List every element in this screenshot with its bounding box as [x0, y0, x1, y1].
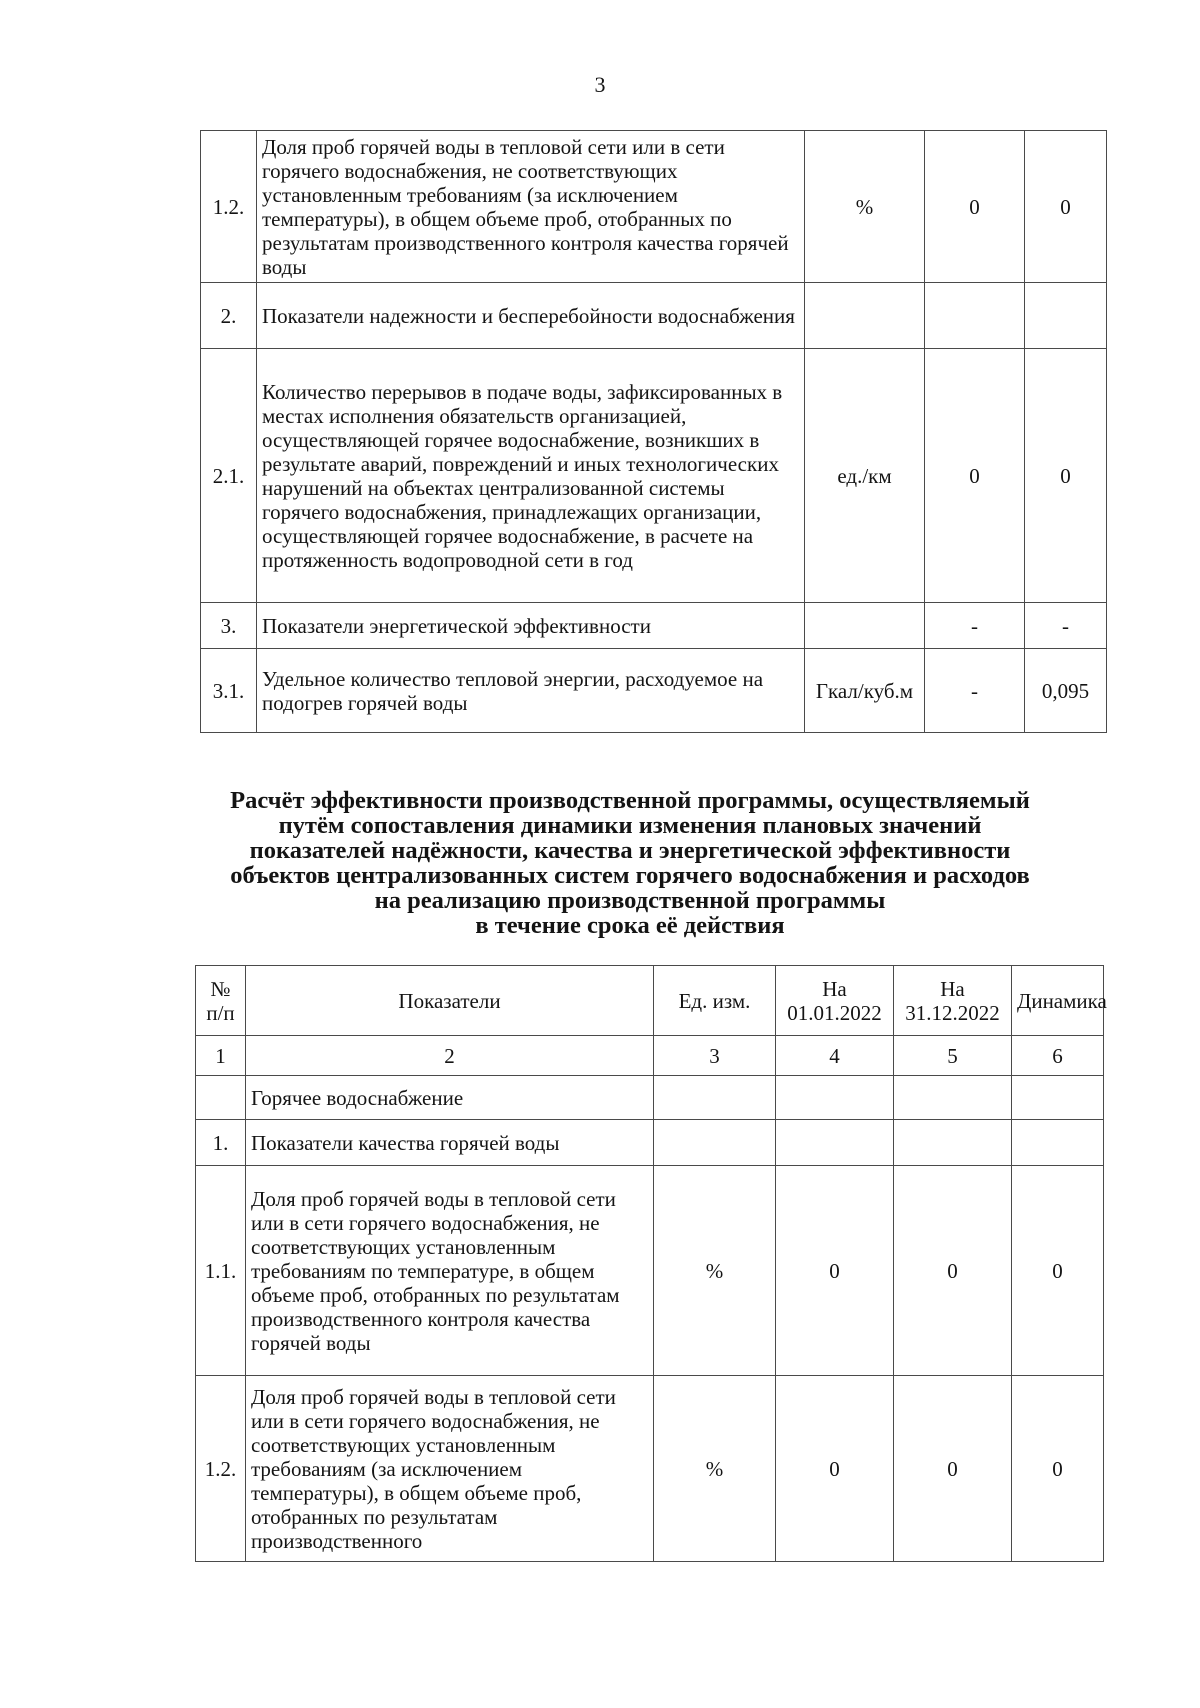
table-row [201, 131, 1107, 283]
table-row [196, 1376, 1104, 1562]
value-1: 0 [776, 1376, 894, 1562]
value-1: - [925, 649, 1025, 733]
value-2: 0 [894, 1166, 1012, 1376]
row-number [196, 1076, 246, 1120]
value-2: 0,095 [1025, 649, 1107, 733]
table-row [201, 349, 1107, 603]
column-number: 4 [776, 1036, 894, 1076]
indicators-table-continued [200, 130, 1107, 733]
value-2: 0 [1025, 349, 1107, 603]
unit: % [654, 1376, 776, 1562]
dynamics-value [1012, 1076, 1104, 1120]
value-2 [894, 1076, 1012, 1120]
section-title-line: путём сопоставления динамики изменения плановых значений [278, 812, 982, 839]
section-title-line: в течение срока её действия [475, 912, 785, 939]
page-number: 3 [594, 72, 606, 97]
indicator-name: Доля проб горячей воды в тепловой сети или в сети горячего водоснабжения, не соответствующих установленным требованиям (за исключением температуры), в общем объеме проб, отобранных по результатам производственного [246, 1376, 654, 1562]
row-number: 1.2. [196, 1376, 246, 1562]
table-row [196, 1120, 1104, 1166]
value-1: 0 [925, 131, 1025, 283]
header-date-1: На 01.01.2022 [776, 966, 894, 1036]
unit [654, 1120, 776, 1166]
table-row [196, 1166, 1104, 1376]
indicator-name: Доля проб горячей воды в тепловой сети или в сети горячего водоснабжения, не соответствующих установленным требованиям по температуре, в общем объеме проб, отобранных по результатам производственного контроля качества горячей воды [246, 1166, 654, 1376]
value-1: - [925, 603, 1025, 649]
column-number: 6 [1012, 1036, 1104, 1076]
header-date-2: На 31.12.2022 [894, 966, 1012, 1036]
table-header-row [196, 966, 1104, 1036]
header-unit: Ед. изм. [654, 966, 776, 1036]
value-2: 0 [1025, 131, 1107, 283]
indicator-name: Показатели надежности и бесперебойности водоснабжения [257, 283, 805, 349]
unit: Гкал/куб.м [805, 649, 925, 733]
unit [805, 603, 925, 649]
value-2 [1025, 283, 1107, 349]
efficiency-table [195, 965, 1107, 1562]
value-1 [925, 283, 1025, 349]
row-number: 3. [201, 603, 257, 649]
value-1: 0 [925, 349, 1025, 603]
row-number: 1.2. [201, 131, 257, 283]
value-1 [776, 1120, 894, 1166]
value-2: - [1025, 603, 1107, 649]
dynamics-value: 0 [1012, 1166, 1104, 1376]
unit: ед./км [805, 349, 925, 603]
table-row [201, 283, 1107, 349]
row-number: 2.1. [201, 349, 257, 603]
header-num: № п/п [196, 966, 246, 1036]
unit: % [654, 1166, 776, 1376]
dynamics-value [1012, 1120, 1104, 1166]
value-2 [894, 1120, 1012, 1166]
section-title-line: показателей надёжности, качества и энергетической эффективности [249, 837, 1011, 864]
indicator-name: Горячее водоснабжение [246, 1076, 654, 1120]
column-number-row [196, 1036, 1104, 1076]
column-number: 5 [894, 1036, 1012, 1076]
row-number: 3.1. [201, 649, 257, 733]
dynamics-value: 0 [1012, 1376, 1104, 1562]
row-number: 1.1. [196, 1166, 246, 1376]
column-number: 2 [246, 1036, 654, 1076]
unit [805, 283, 925, 349]
indicator-name: Показатели энергетической эффективности [257, 603, 805, 649]
header-dynamics: Динамика [1012, 966, 1104, 1036]
indicator-name: Показатели качества горячей воды [246, 1120, 654, 1166]
unit [654, 1076, 776, 1120]
section-title-line: Расчёт эффективности производственной программы, осуществляемый [230, 787, 1030, 814]
value-1 [776, 1076, 894, 1120]
column-number: 1 [196, 1036, 246, 1076]
header-indicators: Показатели [246, 966, 654, 1036]
table-row [196, 1076, 1104, 1120]
unit: % [805, 131, 925, 283]
indicator-name: Удельное количество тепловой энергии, расходуемое на подогрев горячей воды [257, 649, 805, 733]
section-title-line: на реализацию производственной программы [374, 887, 886, 914]
table-row [201, 603, 1107, 649]
row-number: 2. [201, 283, 257, 349]
value-2: 0 [894, 1376, 1012, 1562]
table-row [201, 649, 1107, 733]
section-title-line: объектов централизованных систем горячего водоснабжения и расходов [230, 862, 1030, 889]
section-title [150, 788, 1110, 938]
row-number: 1. [196, 1120, 246, 1166]
value-1: 0 [776, 1166, 894, 1376]
column-number: 3 [654, 1036, 776, 1076]
indicator-name: Доля проб горячей воды в тепловой сети или в сети горячего водоснабжения, не соответствующих установленным требованиям (за исключением температуры), в общем объеме проб, отобранных по результатам производственного контроля качества горячей воды [257, 131, 805, 283]
indicator-name: Количество перерывов в подаче воды, зафиксированных в местах исполнения обязательств организацией, осуществляющей горячее водоснабжение, возникших в результате аварий, повреждений и иных технологических нарушений на объектах централизованной системы горячего водоснабжения, принадлежащих организации, осуществляющей горячее водоснабжение, в расчете на протяженность водопроводной сети в год [257, 349, 805, 603]
